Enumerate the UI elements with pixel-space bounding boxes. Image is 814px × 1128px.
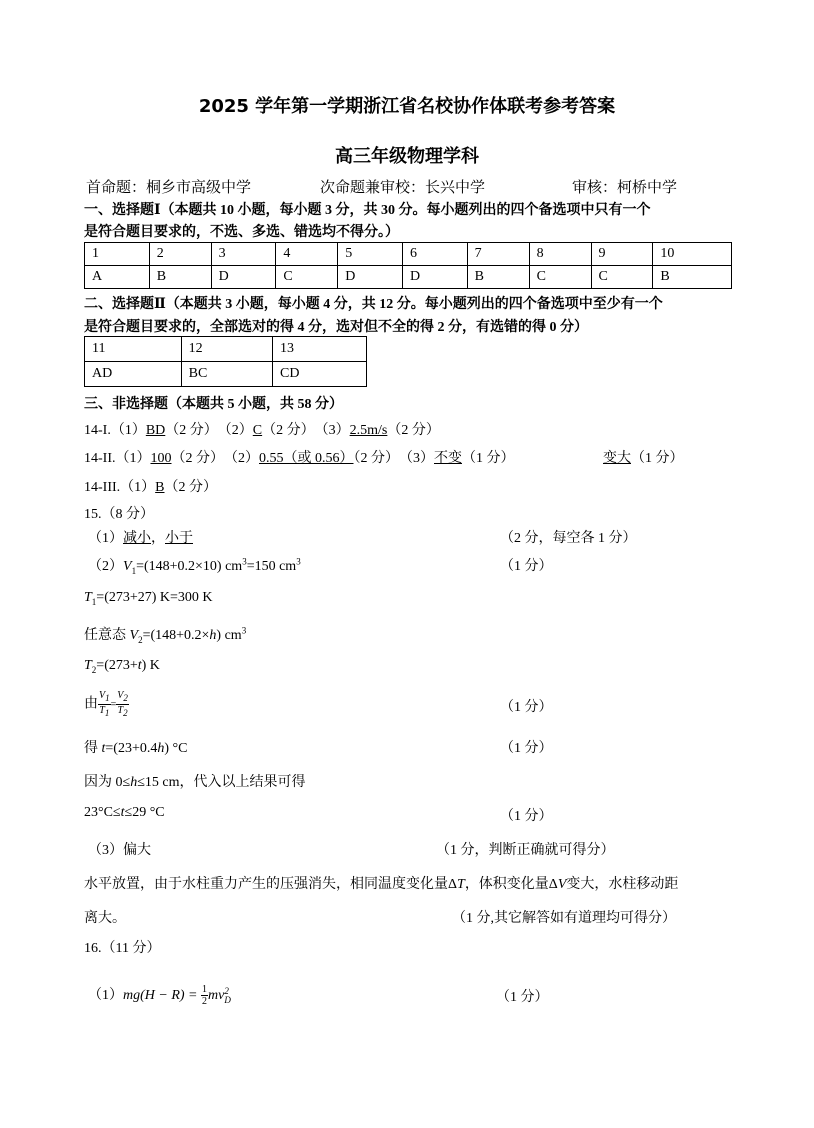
second-proposer-label: 次命题兼审校：长兴中学 (320, 178, 486, 196)
text: （2 分） (387, 423, 440, 438)
answer-underlined: BD (145, 423, 166, 438)
text: =(148+0.2× (142, 628, 210, 643)
document-title: 2025 学年第一学期浙江省名校协作体联考参考答案 (198, 96, 616, 117)
document-subtitle: 高三年级物理学科 (335, 146, 479, 167)
symbol: h (157, 741, 165, 756)
fraction-v2-t2 (116, 690, 129, 719)
table-row (85, 337, 367, 362)
text: 23°C≤ (84, 805, 121, 820)
text: 14-III.（1） (84, 480, 156, 495)
table-cell: 8 (529, 243, 591, 266)
table-cell: 7 (467, 243, 529, 266)
text: （1） (88, 988, 123, 1003)
symbol: h (209, 628, 217, 643)
symbol: V (123, 559, 132, 574)
text: （2） (88, 559, 123, 574)
proposer-label: 首命题：桐乡市高级中学 (86, 178, 252, 196)
section2-answer-table (84, 336, 367, 387)
symbol: T (99, 705, 105, 716)
answer-underlined: 2.5m/s (349, 423, 388, 438)
text: （2 分） (164, 480, 217, 495)
table-cell: C (276, 266, 338, 289)
q15-t-result (84, 737, 187, 757)
subscript: 1 (104, 708, 110, 718)
text: ， (151, 531, 165, 546)
answer-underlined: C (252, 423, 263, 438)
section1-heading-line1: 一、选择题Ⅰ（本题共 10 小题，每小题 3 分，共 30 分。每小题列出的四个备选项中只有一个 (84, 203, 651, 218)
table-cell: AD (85, 362, 182, 387)
table-cell: 6 (402, 243, 467, 266)
symbol: t (101, 741, 106, 756)
table-cell: B (653, 266, 732, 289)
section1-heading-line2: 是符合题目要求的，不选、多选、错选均不得分。） (84, 225, 399, 240)
q16-part1-score: （1 分） (496, 990, 549, 1005)
table-cell: 2 (149, 243, 211, 266)
fraction-half (201, 984, 208, 1007)
text: （2 分） （2） (165, 423, 253, 438)
table-cell: 12 (181, 337, 272, 362)
text: 任意态 (84, 628, 130, 643)
superscript: 2 (224, 985, 229, 996)
q15-final-score: （1 分） (500, 809, 553, 824)
sub-sup-stack (224, 987, 231, 1005)
symbol: V (129, 628, 139, 643)
text: 因为 0≤ (84, 775, 131, 790)
table-cell: B (149, 266, 211, 289)
table-cell: BC (181, 362, 272, 387)
text: 得 (84, 741, 102, 756)
q15-final-range (84, 805, 165, 821)
q15-t2 (84, 658, 160, 675)
subscript: 2 (91, 664, 97, 675)
text: ) K (141, 658, 160, 673)
text: 14-II.（1） (84, 451, 151, 466)
symbol: t (120, 805, 125, 820)
section2-heading-line2: 是符合题目要求的，全部选对的得 4 分，选对但不全的得 2 分，有选错的得 0 分） (84, 320, 588, 335)
table-cell: 4 (276, 243, 338, 266)
symbol: T (457, 877, 465, 892)
symbol: V (117, 690, 124, 701)
subscript: 1 (91, 596, 97, 607)
table-cell: A (85, 266, 150, 289)
subscript: 2 (123, 708, 128, 718)
q15-range (84, 771, 305, 791)
superscript: 3 (241, 625, 247, 636)
subscript: 1 (131, 565, 137, 576)
text: ) °C (164, 741, 188, 756)
table-cell: 10 (653, 243, 732, 266)
answer-underlined: 减小 (123, 531, 151, 546)
fraction-numerator: 1 (202, 984, 207, 996)
text: 水平放置，由于水柱重力产生的压强消失，相同温度变化量Δ (84, 877, 458, 892)
q15-t1 (84, 590, 213, 607)
symbol: T (84, 590, 92, 605)
q15-ratio-equation: 由 $\frac{V_1}{T_1}$ = $\frac{V_2}{T_2}$ (84, 690, 128, 718)
q15-part3-score: （1 分，判断正确就可得分） (436, 843, 615, 858)
subscript: 1 (105, 693, 110, 703)
table-cell: C (529, 266, 591, 289)
symbol: V (99, 690, 106, 701)
answer-underlined: 不变 (434, 451, 462, 466)
text: （2 分） （2） (171, 451, 259, 466)
text: 由 (84, 696, 98, 712)
text: （1） (88, 531, 123, 546)
q15-explain-line2: 离大。 (84, 911, 126, 926)
q15-part1-score: （2 分，每空各 1 分） (500, 531, 637, 546)
answer-underlined: B (155, 480, 165, 495)
symbol: T (117, 705, 124, 716)
table-row (85, 266, 732, 289)
text: ≤29 °C (124, 805, 165, 820)
subscript: 2 (123, 693, 128, 703)
text: ，体积变化量Δ (464, 877, 558, 892)
table-cell: 9 (591, 243, 653, 266)
text: 变大，水柱移动距 (566, 877, 679, 892)
q15-part1 (88, 527, 193, 547)
section2-heading-line1: 二、选择题Ⅱ（本题共 3 小题，每小题 4 分，共 12 分。每小题列出的四个备选项中至少有一个 (84, 297, 663, 312)
text: =(273+27) K=300 K (96, 590, 213, 605)
text: （1 分） (462, 451, 515, 466)
q15-explain-score: （1 分,其它解答如有道理均可得分） (452, 911, 676, 926)
table-cell: C (591, 266, 653, 289)
q15-heading: 15.（8 分） (84, 507, 154, 522)
q15-part3: （3）偏大 (88, 843, 151, 858)
subscript: D (224, 994, 231, 1005)
text: =(23+0.4 (105, 741, 158, 756)
text: ) cm (216, 628, 242, 643)
text: 14-I.（1） (84, 423, 146, 438)
section1-answer-table (84, 242, 732, 289)
text: （2 分） （3） (353, 451, 434, 466)
answer-underlined: 100 (150, 451, 172, 466)
table-cell: CD (273, 362, 367, 387)
q15-ratio-score: （1 分） (500, 700, 553, 715)
table-cell: 3 (211, 243, 276, 266)
superscript: 3 (296, 556, 301, 567)
table-cell: D (402, 266, 467, 289)
equation-rhs: mv (208, 988, 225, 1003)
symbol: h (130, 775, 138, 790)
q14-part2-line (84, 447, 515, 467)
table-cell: B (467, 266, 529, 289)
table-row (85, 362, 367, 387)
symbol: V (557, 877, 567, 892)
symbol: T (84, 658, 92, 673)
table-row (85, 243, 732, 266)
superscript: 3 (242, 556, 247, 567)
text: （1 分） (631, 451, 684, 466)
q15-part2-score: （1 分） (500, 559, 553, 574)
q16-heading: 16.（11 分） (84, 941, 161, 956)
q15-t-result-score: （1 分） (500, 741, 553, 756)
q15-v2 (84, 624, 246, 645)
answer-underlined: 变大 (603, 451, 631, 466)
q15-part2-v1 (88, 555, 301, 576)
symbol: t (137, 658, 142, 673)
text: =(148+0.2×10) cm (136, 559, 243, 574)
fraction-denominator: 2 (202, 996, 207, 1008)
section3-heading: 三、非选择题（本题共 5 小题，共 58 分） (84, 397, 343, 412)
q14-part1-line (84, 419, 440, 439)
answer-underlined: 0.55（或 0.56） (259, 451, 354, 466)
answer-underlined: 小于 (165, 531, 193, 546)
table-cell: 11 (85, 337, 182, 362)
table-cell: 5 (338, 243, 403, 266)
table-cell: D (211, 266, 276, 289)
table-cell: 1 (85, 243, 150, 266)
text: ≤15 cm，代入以上结果可得 (137, 775, 306, 790)
q16-part1-equation (88, 984, 231, 1007)
text: =150 cm (246, 559, 297, 574)
q14-part2-tail (603, 447, 684, 467)
q15-explain-line1 (84, 873, 678, 893)
fraction-v1-t1 (98, 690, 111, 719)
q14-part3-line (84, 476, 217, 496)
table-cell: 13 (273, 337, 367, 362)
table-cell: D (338, 266, 403, 289)
text: =(273+ (96, 658, 138, 673)
text: （2 分） （3） (262, 423, 350, 438)
reviewer-label: 审核：柯桥中学 (572, 178, 678, 196)
subscript: 2 (138, 634, 143, 645)
equation-lhs: mg(H − R) = (123, 988, 201, 1003)
